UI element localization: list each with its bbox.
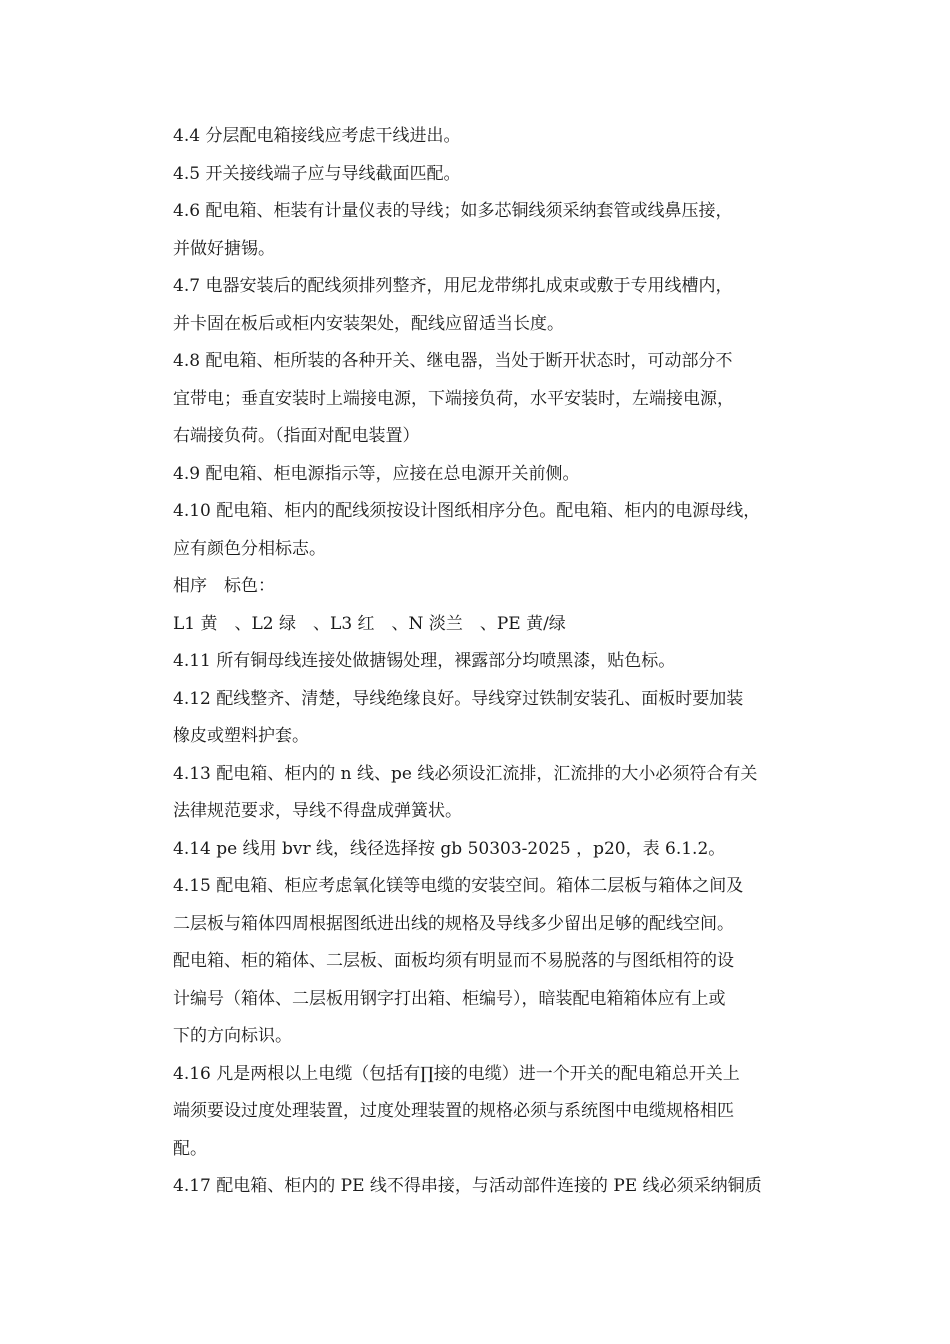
text-line: 端须要设过度处理装置，过度处理装置的规格必须与系统图中电缆规格相匹	[173, 1101, 734, 1121]
color-header-label: 标色：	[224, 576, 275, 596]
text-line: 应有颜色分相标志。	[173, 538, 326, 559]
text-line: 右端接负荷。（指面对配电装置）	[173, 426, 420, 446]
text-line: 4.8 配电箱、柜所装的各种开关、继电器，当处于断开状态时，可动部分不	[173, 351, 733, 371]
text-line: 4.6 配电箱、柜装有计量仪表的导线；如多芯铜线须采纳套管或线鼻压接，	[173, 201, 733, 221]
text-line: 配电箱、柜的箱体、二层板、面板均须有明显而不易脱落的与图纸相符的设	[173, 951, 734, 971]
text-line: 4.7 电器安装后的配线须排列整齐，用尼龙带绑扎成束或敷于专用线槽内，	[173, 276, 733, 296]
phase-color-l1: L1 黄	[173, 613, 218, 634]
text-line: 4.5 开关接线端子应与导线截面匹配。	[173, 163, 461, 184]
document-body	[173, 118, 823, 1206]
phase-color-pe: 、PE 黄/绿	[479, 613, 566, 634]
phase-color-l2: 、L2 绿	[234, 613, 297, 634]
text-line: 4.11 所有铜母线连接处做搪锡处理，裸露部分均喷黑漆，贴色标。	[173, 651, 676, 671]
text-line: 4.16 凡是两根以上电缆（包括有∏接的电缆）进一个开关的配电箱总开关上	[173, 1063, 740, 1084]
phase-colors-line	[173, 606, 823, 644]
text-line: 并卡固在板后或柜内安装架处，配线应留适当长度。	[173, 313, 564, 334]
text-line: 4.14 pe 线用 bvr 线，线径选择按 gb 50303-2025 ，p20，表 6.1.2。	[173, 838, 726, 859]
text-line: 并做好搪锡。	[173, 238, 275, 259]
text-line: 配。	[173, 1138, 207, 1159]
text-line: 下的方向标识。	[173, 1026, 292, 1046]
phase-color-l3: 、L3 红	[313, 613, 375, 634]
text-line: 计编号（箱体、二层板用钢字打出箱、柜编号），暗装配电箱箱体应有上或	[173, 988, 726, 1009]
text-line: 4.4 分层配电箱接线应考虑干线进出。	[173, 126, 461, 146]
text-line: 4.10 配电箱、柜内的配线须按设计图纸相序分色。配电箱、柜内的电源母线，	[173, 501, 761, 521]
phase-header-label: 相序	[173, 576, 207, 596]
text-line: 4.13 配电箱、柜内的 n 线、pe 线必须设汇流排，汇流排的大小必须符合有关	[173, 763, 758, 784]
text-line: 法律规范要求，导线不得盘成弹簧状。	[173, 801, 462, 821]
text-line: 二层板与箱体四周根据图纸进出线的规格及导线多少留出足够的配线空间。	[173, 913, 734, 934]
text-line: 4.12 配线整齐、清楚，导线绝缘良好。导线穿过铁制安装孔、面板时要加装	[173, 688, 744, 709]
phase-header-line	[173, 568, 823, 606]
text-line: 4.17 配电箱、柜内的 PE 线不得串接，与活动部件连接的 PE 线必须采纳铜质	[173, 1176, 762, 1196]
phase-color-n: 、N 淡兰	[391, 613, 463, 634]
text-line: 橡皮或塑料护套。	[173, 726, 309, 746]
text-line: 4.9 配电箱、柜电源指示等，应接在总电源开关前侧。	[173, 463, 580, 484]
text-line: 4.15 配电箱、柜应考虑氧化镁等电缆的安装空间。箱体二层板与箱体之间及	[173, 876, 744, 896]
text-line: 宜带电；垂直安装时上端接电源，下端接负荷，水平安装时，左端接电源，	[173, 388, 734, 409]
